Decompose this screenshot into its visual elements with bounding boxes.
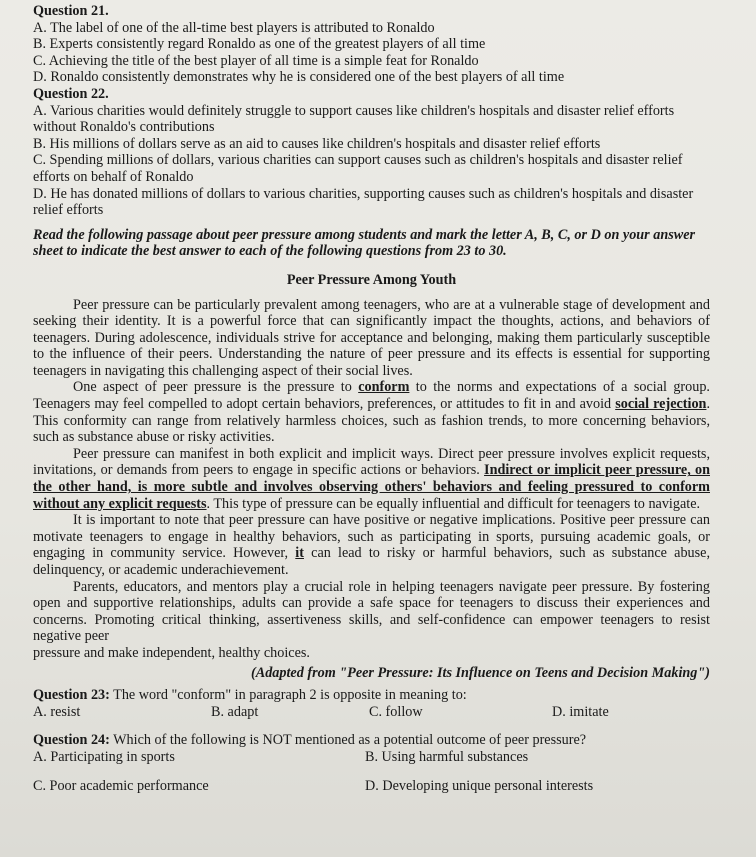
passage-source: (Adapted from "Peer Pressure: Its Influence on Teens and Decision Making"): [251, 664, 710, 681]
question-22-option-b: B. His millions of dollars serve as an aid to causes like children's hospitals and disaster relief efforts: [33, 135, 601, 152]
question-21-heading: Question 21.: [33, 3, 109, 19]
paragraph-2-text-a: One aspect of peer pressure is the pressure to: [73, 379, 359, 396]
question-24-option-d: D. Developing unique personal interests: [365, 777, 594, 794]
highlighted-word-conform: conform: [358, 379, 410, 396]
question-24-label: Question 24:: [33, 732, 110, 749]
question-21-option-a: A. The label of one of the all-time best players is attributed to Ronaldo: [33, 19, 435, 36]
paragraph-2-text-c: . This conformity can range from relatively harmless choices, such as fashion trends, to more concerning behaviors, such as substance abuse or risky activities.: [33, 396, 710, 446]
passage-title: Peer Pressure Among Youth: [286, 271, 457, 288]
question-23-stem: The word "conform" in paragraph 2 is opposite in meaning to:: [109, 687, 467, 704]
question-23-label: Question 23:: [33, 687, 110, 704]
question-23: [33, 687, 710, 720]
highlighted-sentence-indirect-pressure: Indirect or implicit peer pressure, on the other hand, is more subtle and involves observing others' behaviors and feeling pressured to conform without any explicit requests: [33, 462, 710, 512]
paragraph-3-text-b: . This type of pressure can be equally influential and difficult for teenagers to navigate.: [206, 495, 701, 512]
question-23-option-d: D. imitate: [552, 703, 609, 720]
highlighted-word-it: it: [295, 545, 304, 562]
question-24-option-b: B. Using harmful substances: [365, 748, 529, 765]
highlighted-phrase-social-rejection: social rejection: [615, 396, 707, 413]
question-22: [33, 86, 710, 219]
question-22-option-a: A. Various charities would definitely struggle to support causes like children's hospitals and disaster relief efforts without Ronaldo's contributions: [33, 102, 675, 136]
paragraph-5-text-a: Parents, educators, and mentors play a crucial role in helping teenagers navigate peer pressure. By fostering open and supportive relationships, adults can provide a safe space for teenagers to discuss their experiences and concerns. Promoting critical thinking, assertiveness skills, and self-confidence can empower teenagers to resist negative peer: [33, 578, 710, 645]
passage-paragraph-5: [33, 579, 710, 645]
passage-paragraph-3: [33, 446, 710, 512]
question-24-option-c: C. Poor academic performance: [33, 777, 209, 794]
question-24-option-a: A. Participating in sports: [33, 748, 175, 765]
paragraph-4-text-b: can lead to risky or harmful behaviors, such as substance abuse, delinquency, or academic underachievement.: [33, 545, 710, 578]
paragraph-2-text-b: to the norms and expectations of a social group. Teenagers may feel compelled to adopt certain behaviors, preferences, or attitudes to fit in and avoid: [33, 379, 710, 413]
question-24: [33, 732, 710, 794]
passage-paragraph-4: [33, 512, 710, 578]
question-21-option-c: C. Achieving the title of the best player of all time is a simple feat for Ronaldo: [33, 52, 479, 69]
passage-paragraph-2: [33, 379, 710, 445]
question-21: [33, 3, 710, 86]
question-23-option-b: B. adapt: [211, 703, 259, 720]
paragraph-3-text-a: Peer pressure can manifest in both explicit and implicit ways. Direct peer pressure involves explicit requests, invitations, or demands from peers to engage in specific actions or behaviors.: [33, 445, 710, 479]
passage-paragraph-1: Peer pressure can be particularly prevalent among teenagers, who are at a vulnerable stage of development and seeking their identity. It is a powerful force that can significantly impact the thoughts, actions, and behaviors of teenagers. During adolescence, individuals strive for acceptance and belonging, making them particularly susceptible to the influence of their peers. Understanding the nature of peer pressure and its effects is essential for supporting teenagers in navigating this challenging aspect of their social lives.: [33, 296, 710, 379]
question-21-option-b: B. Experts consistently regard Ronaldo as one of the greatest players of all time: [33, 36, 486, 53]
paragraph-4-text-a: It is important to note that peer pressure can have positive or negative implications. Positive peer pressure can motivate teenagers to engage in healthy behaviors, such as participating in sports, pursuing academic goals, or engaging in community service. However,: [33, 512, 710, 562]
question-23-option-a: A. resist: [33, 703, 81, 720]
question-24-stem: Which of the following is NOT mentioned as a potential outcome of peer pressure?: [109, 732, 587, 749]
question-22-heading: Question 22.: [33, 85, 109, 102]
question-22-option-c: C. Spending millions of dollars, various charities can support causes such as children's hospitals and disaster relief efforts on behalf of Ronaldo: [33, 152, 683, 185]
question-21-option-d: D. Ronaldo consistently demonstrates why he is considered one of the best players of all time: [33, 69, 565, 86]
reading-instruction: Read the following passage about peer pressure among students and mark the letter A, B, C, or D on your answer sheet to indicate the best answer to each of the following questions from 23 to 30.: [33, 226, 696, 260]
passage-paragraph-5-continuation: pressure and make independent, healthy choices.: [33, 644, 310, 661]
question-22-option-d: D. He has donated millions of dollars to various charities, supporting causes such as children's hospitals and disaster relief efforts: [33, 185, 694, 219]
question-23-option-c: C. follow: [369, 703, 423, 720]
